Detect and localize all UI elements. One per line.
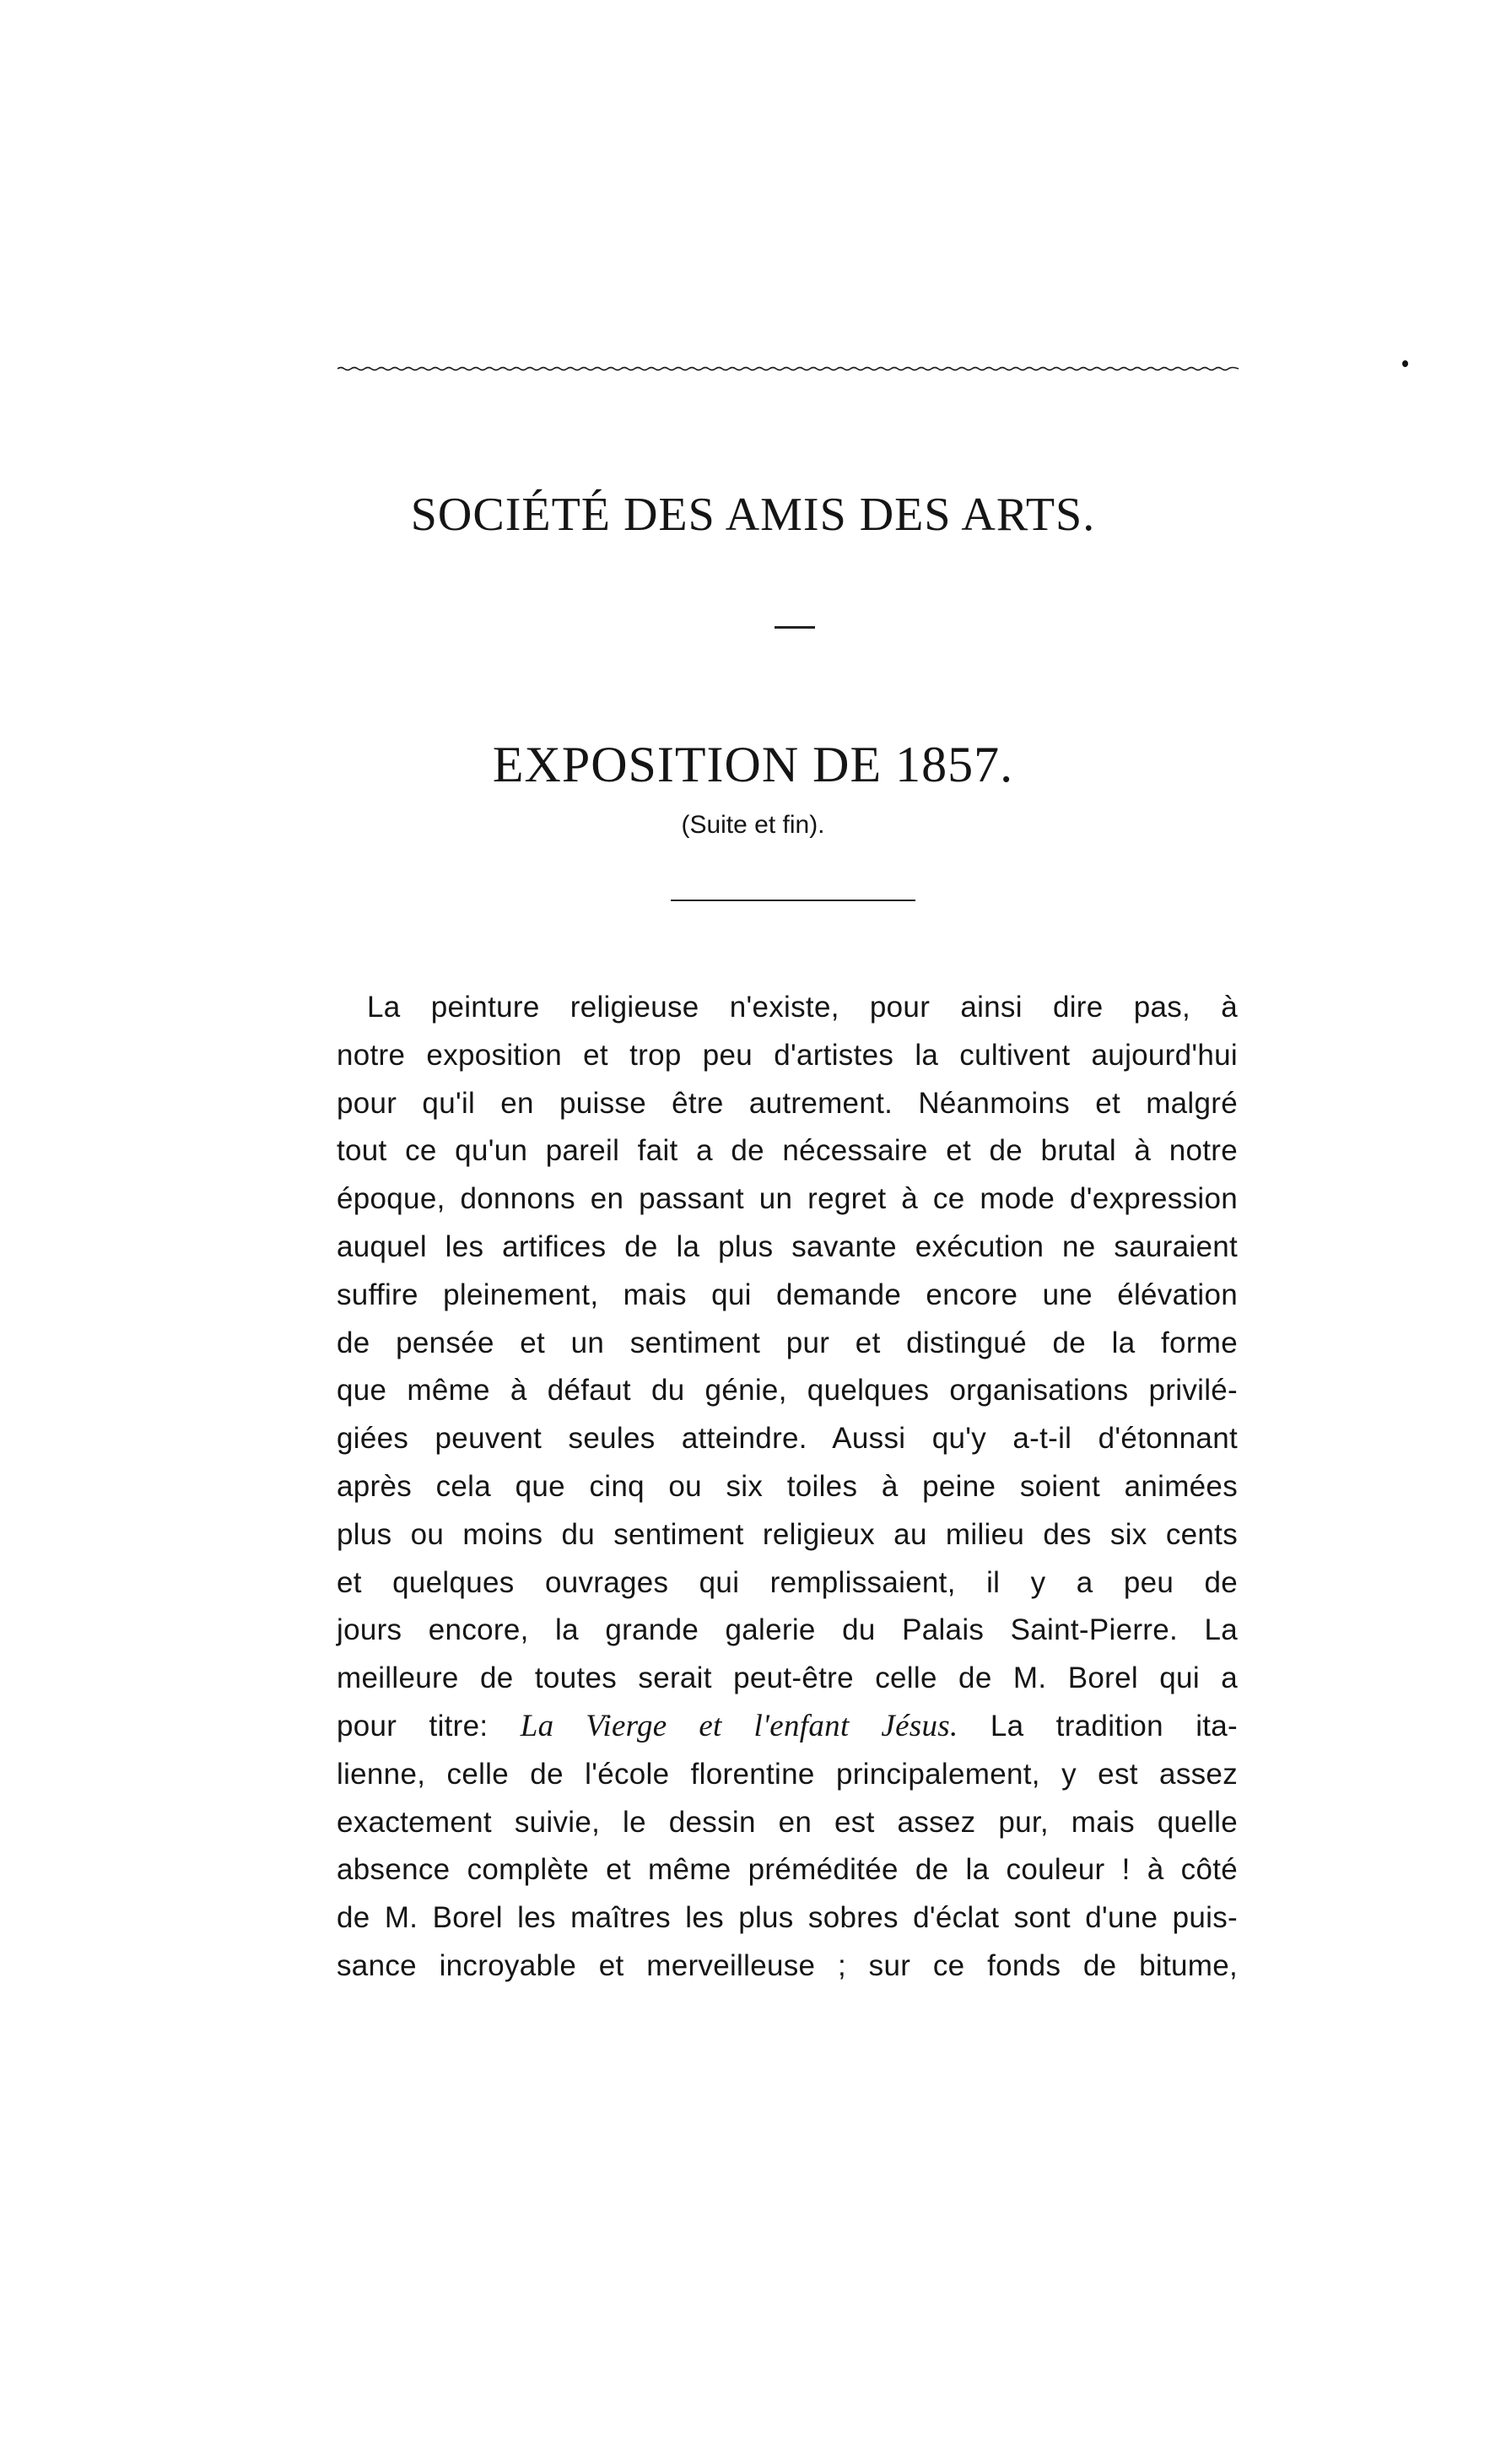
- exposition-title: EXPOSITION DE 1857.: [492, 737, 1014, 792]
- text-line: sance incroyable et merveilleuse ; sur ce fonds de bitume,: [337, 1948, 1238, 1982]
- top-decorative-rule: [337, 365, 1239, 371]
- text-line: La peinture religieuse n'existe, pour ainsi dire pas, à: [367, 991, 1238, 1024]
- text-line: de M. Borel les maîtres les plus sobres d'éclat sont d'une puis-: [337, 1901, 1238, 1935]
- text-line: que même à défaut du génie, quelques organisations privilé-: [337, 1374, 1238, 1408]
- suite-subtitle: (Suite et fin).: [681, 811, 825, 839]
- text-line-with-title: [337, 1703, 1238, 1751]
- text-line: lienne, celle de l'école florentine principalement, y est assez: [337, 1757, 1238, 1791]
- text-line: giées peuvent seules atteindre. Aussi qu'y a-t-il d'étonnant: [337, 1422, 1238, 1456]
- text-line: auquel les artifices de la plus savante exécution ne sauraient: [337, 1229, 1238, 1263]
- text-line: de pensée et un sentiment pur et distingué de la forme: [337, 1326, 1238, 1359]
- text-line: plus ou moins du sentiment religieux au milieu des six cents: [337, 1517, 1238, 1551]
- text-line: meilleure de toutes serait peut-être celle de M. Borel qui a: [337, 1662, 1238, 1695]
- text-line: jours encore, la grande galerie du Palais Saint-Pierre. La: [337, 1613, 1238, 1647]
- text-line: notre exposition et trop peu d'artistes la cultivent aujourd'hui: [337, 1038, 1238, 1072]
- line-prefix: pour titre:: [337, 1709, 521, 1743]
- artwork-title-italic: La Vierge et l'enfant Jésus.: [520, 1708, 958, 1743]
- text-line: exactement suivie, le dessin en est assez pur, mais quelle: [337, 1805, 1238, 1839]
- text-line: absence complète et même préméditée de la couleur ! à côté: [337, 1853, 1238, 1887]
- text-line: suffire pleinement, mais qui demande encore une élévation: [337, 1278, 1238, 1311]
- line-suffix: La tradition ita-: [958, 1709, 1239, 1743]
- text-line: et quelques ouvrages qui remplissaient, il y a peu de: [337, 1565, 1238, 1599]
- society-title: SOCIÉTÉ DES AMIS DES ARTS.: [410, 489, 1096, 541]
- subtitle-rule: [671, 900, 915, 901]
- text-line: pour qu'il en puisse être autrement. Néanmoins et malgré: [337, 1086, 1238, 1120]
- text-line: tout ce qu'un pareil fait a de nécessaire et de brutal à notre: [337, 1134, 1238, 1168]
- title-separator-dash: [775, 626, 815, 629]
- text-line: époque, donnons en passant un regret à ce mode d'expression: [337, 1182, 1238, 1216]
- text-line: après cela que cinq ou six toiles à peine soient animées: [337, 1469, 1238, 1503]
- article-body: [337, 984, 1238, 1991]
- stray-ink-dot: [1402, 360, 1408, 367]
